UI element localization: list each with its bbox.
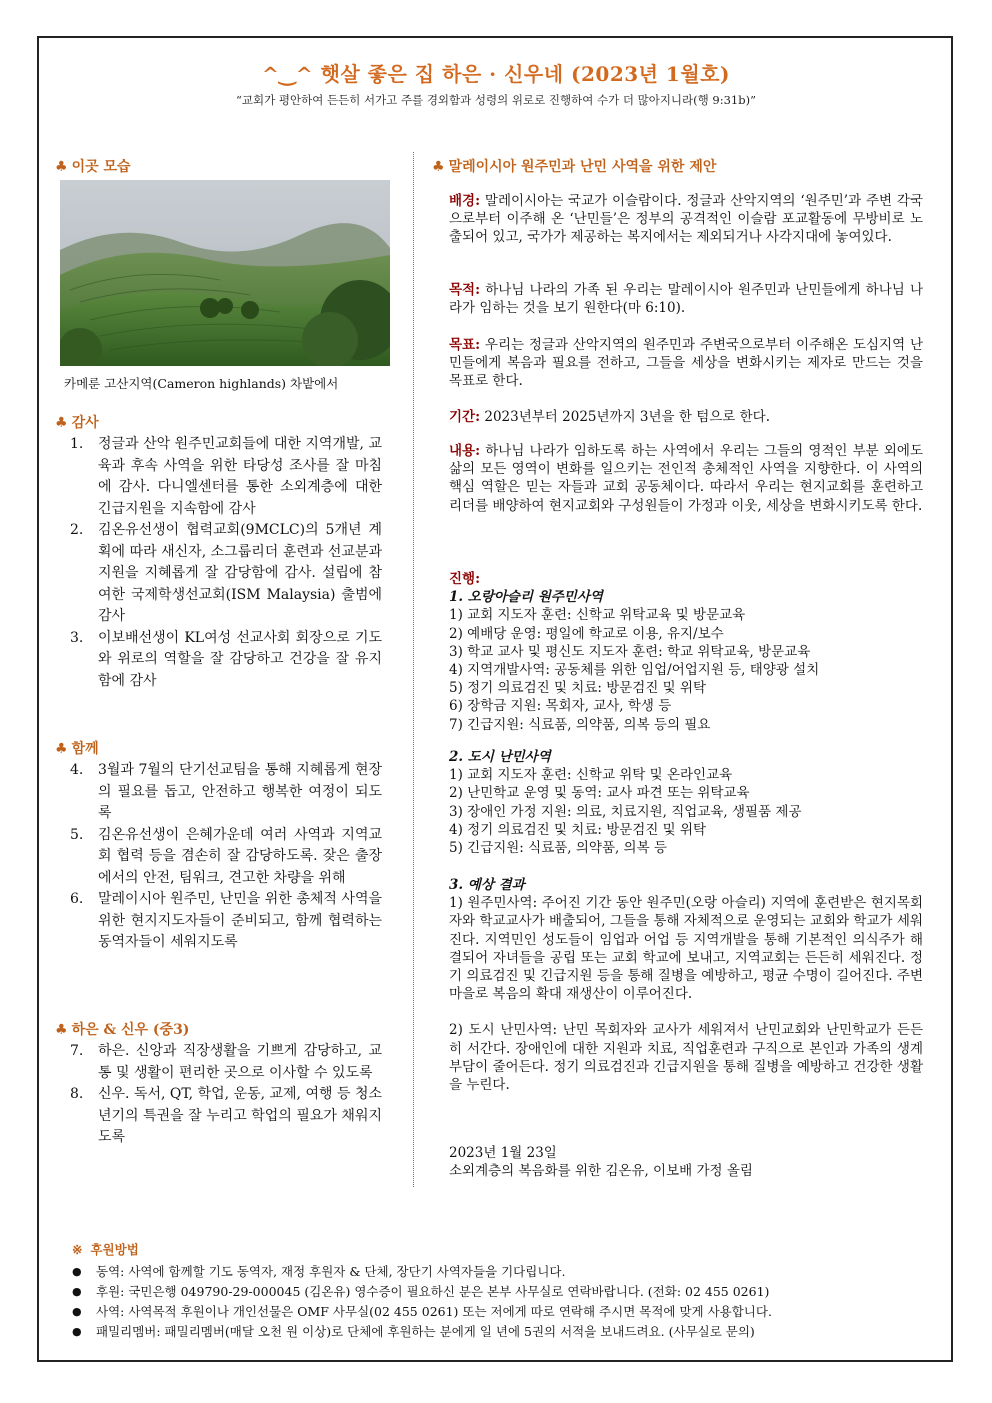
list-item: ● 후원: 국민은행 049790-29-000045 (김온유) 영수증이 필요하신 분은 본부 사무실로 연락바랍니다. (전화: 02 455 0261) <box>72 1282 932 1302</box>
result-paragraph-2: 2) 도시 난민사역: 난민 목회자와 교사가 세워져서 난민교회와 난민학교가 든든히 서간다. 장애인에 대한 지원과 치료, 직업훈련과 구직으로 본인과 가족의 생계부담이 줄어든다. 정기 의료검진과 긴급지원을 통해 질병을 예방하고 건강한 생활을 누린다. <box>449 1022 923 1094</box>
list-item: 4) 지역개발사역: 공동체를 위한 임업/어업지원 등, 태양광 설치 <box>449 662 820 679</box>
item-number: 5. <box>70 826 84 843</box>
item-text: 이보배선생이 KL여성 선교사회 회장으로 기도와 위로의 역할을 잘 감당하고 건강을 잘 유지함에 감사 <box>98 629 382 689</box>
list-item: 4) 정기 의료검진 및 치료: 방문검진 및 위탁 <box>449 821 707 838</box>
progress-section <box>449 570 923 734</box>
list-item <box>70 889 382 954</box>
list-item: 5) 정기 의료검진 및 치료: 방문검진 및 위탁 <box>449 680 707 697</box>
item-number: 8. <box>70 1086 84 1102</box>
item-number: 6. <box>70 891 84 907</box>
list-item: 7) 긴급지원: 식료품, 의약품, 의복 등의 필요 <box>449 716 711 733</box>
goal-paragraph <box>449 336 923 391</box>
goal-label: 목표: <box>449 337 481 353</box>
background-label: 배경: <box>449 193 481 209</box>
item-text: 신우. 독서, QT, 학업, 운동, 교제, 여행 등 청소년기의 특권을 잘 누리고 학업의 필요가 채워지도록 <box>98 1086 382 1145</box>
section1-title: 1. 오랑아슬리 원주민사역 <box>449 589 603 606</box>
list-item: ● 동역: 사역에 함께할 기도 동역자, 재정 후원자 & 단체, 장단기 사역자들을 기다립니다. <box>72 1262 932 1282</box>
result-paragraph-1: 1) 원주민사역: 주어진 기간 동안 원주민(오랑 아슬리) 지역에 훈련받은 현지목회자와 학교교사가 배출되어, 그들을 통해 자체적으로 운영되는 교회와 학교가 세워진다. 지역민인 성도들이 임업과 어업 등 지역개발을 통해 기본적인 의식주가 해결되어 자녀들을 공립 또는 교회 학교에 보내고, 지역교회는 든든히 세워진다. 정기 의료검진 및 긴급지원 등을 통해 질병을 예방하고, 평균 수명이 길어진다. 주변 마을로 복음의 확대 재생산이 이루어진다. <box>449 895 923 1003</box>
club-icon: ♣ <box>55 159 68 175</box>
thanks-list <box>70 434 382 692</box>
list-item <box>70 825 382 890</box>
list-item: 5) 긴급지원: 식료품, 의약품, 의복 등 <box>449 840 667 857</box>
club-icon: ♣ <box>55 415 68 431</box>
photo-illustration <box>60 180 390 366</box>
column-divider <box>413 152 414 1187</box>
content-paragraph <box>449 442 923 515</box>
list-item <box>70 1041 382 1084</box>
signature-block <box>449 1144 923 1180</box>
item-number: 3. <box>70 629 84 646</box>
period-paragraph <box>449 408 923 426</box>
place-heading-text: 이곳 모습 <box>71 159 131 175</box>
support-heading <box>72 1240 932 1260</box>
item-text: 정글과 산악 원주민교회들에 대한 지역개발, 교육과 후속 사역을 위한 타당성 조사를 잘 마침에 감사. 다니엘센터를 통한 소외계층에 대한 긴급지원을 지속함에 감사 <box>98 436 382 517</box>
item-number: 1. <box>70 436 84 452</box>
list-item <box>70 628 382 693</box>
place-heading <box>55 156 131 176</box>
content-label: 내용: <box>449 443 481 459</box>
list-item <box>70 434 382 520</box>
period-text: 2023년부터 2025년까지 3년을 한 텀으로 한다. <box>480 409 770 425</box>
item-text: 하은. 신앙과 직장생활을 기쁘게 감당하고, 교통 및 생활이 편리한 곳으로 이사할 수 있도록 <box>98 1043 382 1081</box>
together-heading-text: 함께 <box>71 741 99 757</box>
support-list <box>72 1262 932 1342</box>
club-icon: ♣ <box>432 159 445 175</box>
expected-results-section <box>449 876 923 1094</box>
letter-signature: 소외계층의 복음화를 위한 김온유, 이보배 가정 올림 <box>449 1163 753 1180</box>
kids-heading <box>55 1019 189 1039</box>
list-item: ● 패밀리멤버: 패밀리멤버(매달 오천 원 이상)로 단체에 후원하는 분에게 일 년에 5권의 서적을 보내드려요. (사무실로 문의) <box>72 1322 932 1342</box>
progress-label: 진행: <box>449 571 481 587</box>
item-text: 3월과 7월의 단기선교팀을 통해 지혜롭게 현장의 필요를 돕고, 안전하고 행복한 여정이 되도록 <box>98 762 382 821</box>
club-icon: ♣ <box>55 1022 68 1038</box>
section2-title: 2. 도시 난민사역 <box>449 749 551 765</box>
together-heading <box>55 738 99 758</box>
item-number: 4. <box>70 762 84 778</box>
tea-plantation-photo <box>60 180 390 366</box>
period-label: 기간: <box>449 409 481 425</box>
item-text: 말레이시아 원주민, 난민을 위한 총체적 사역을 위한 현지지도자들이 준비되고, 함께 협력하는 동역자들이 세워지도록 <box>98 891 382 950</box>
list-item <box>70 1084 382 1149</box>
page-title: ^‿^ 햇살 좋은 집 하은 · 신우네 (2023년 1월호) <box>262 62 730 86</box>
purpose-paragraph <box>449 281 923 317</box>
together-list <box>70 760 382 954</box>
kids-list <box>70 1041 382 1149</box>
support-section <box>72 1240 932 1342</box>
list-item: 3) 장애인 가정 지원: 의료, 치료지원, 직업교육, 생필품 제공 <box>449 803 802 820</box>
proposal-heading-text: 말레이시아 원주민과 난민 사역을 위한 제안 <box>448 159 717 175</box>
list-item: 3) 학교 교사 및 평신도 지도자 훈련: 학교 위탁교육, 방문교육 <box>449 643 811 660</box>
list-item: 1) 교회 지도자 훈련: 신학교 위탁 및 온라인교육 <box>449 767 733 784</box>
item-number: 7. <box>70 1043 84 1059</box>
purpose-label: 목적: <box>449 282 481 298</box>
background-paragraph <box>449 192 923 247</box>
item-text: 김온유선생이 은혜가운데 여러 사역과 지역교회 협력 등을 겸손히 잘 감당하도록. 잦은 출장에서의 안전, 팀워크, 견고한 차량을 위해 <box>98 826 382 886</box>
list-item <box>70 520 382 628</box>
list-item <box>70 760 382 825</box>
support-heading-text: 후원방법 <box>90 1242 139 1257</box>
photo-caption: 카메룬 고산지역(Cameron highlands) 차밭에서 <box>64 376 339 391</box>
item-number: 2. <box>70 522 84 538</box>
content-text: 하나님 나라가 임하도록 하는 사역에서 우리는 그들의 영적인 부분 외에도 삶의 모든 영역이 변화를 일으키는 전인적 총체적인 사역을 지향한다. 이 사역의 핵심 역할은 믿는 자들과 교회 공동체이다. 따라서 우리는 현지교회를 훈련하고 리더를 배양하여 현지교회와 구성원들이 가정과 이웃, 세상을 변화시키도록 한다. <box>449 443 923 514</box>
item-text: 김온유선생이 협력교회(9MCLC)의 5개년 계획에 따라 새신자, 소그룹리더 훈련과 선교분과 지원을 지혜롭게 잘 감당함에 감사. 설립에 참여한 국제학생선교회(ISM Malaysia) 출범에 감사 <box>98 522 382 624</box>
letter-date: 2023년 1월 23일 <box>449 1145 557 1161</box>
list-item: 2) 예배당 운영: 평일에 학교로 이용, 유지/보수 <box>449 625 724 642</box>
list-item: 2) 난민학교 운영 및 동역: 교사 파견 또는 위탁교육 <box>449 785 750 802</box>
background-text: 말레이시아는 국교가 이슬람이다. 정글과 산악지역의 ‘원주민’과 주변 각국으로부터 이주해 온 ‘난민들’은 정부의 공격적인 이슬람 포교활동에 무방비로 노출되어 있고, 국가가 제공하는 복지에서는 제외되거나 사각지대에 놓여있다. <box>449 193 923 246</box>
refugee-section <box>449 748 923 857</box>
goal-text: 우리는 정글과 산악지역의 원주민과 주변국으로부터 이주해온 도심지역 난민들에게 복음과 필요를 전하고, 그들을 세상을 변화시키는 제자로 만드는 것을 목표로 한다. <box>449 337 923 390</box>
section3-title: 3. 예상 결과 <box>449 877 525 893</box>
proposal-heading <box>432 156 716 176</box>
list-item: 1) 교회 지도자 훈련: 신학교 위탁교육 및 방문교육 <box>449 607 746 624</box>
thanks-heading-text: 감사 <box>71 415 99 431</box>
list-item: ● 사역: 사역목적 후원이나 개인선물은 OMF 사무실(02 455 0261) 또는 저에게 따로 연락해 주시면 목적에 맞게 사용합니다. <box>72 1302 932 1322</box>
thanks-heading <box>55 412 99 432</box>
reference-mark-icon: ※ <box>72 1242 83 1257</box>
list-item: 6) 장학금 지원: 목회자, 교사, 학생 등 <box>449 698 672 715</box>
purpose-text: 하나님 나라의 가족 된 우리는 말레이시아 원주민과 난민들에게 하나님 나라가 임하는 것을 보기 원한다(마 6:10). <box>449 282 923 317</box>
bible-verse: “교회가 평안하여 든든히 서가고 주를 경외함과 성령의 위로로 진행하여 수가 더 많아지니라(행 9:31b)” <box>236 93 756 107</box>
kids-heading-text: 하은 & 신우 (중3) <box>71 1022 190 1038</box>
club-icon: ♣ <box>55 741 68 757</box>
